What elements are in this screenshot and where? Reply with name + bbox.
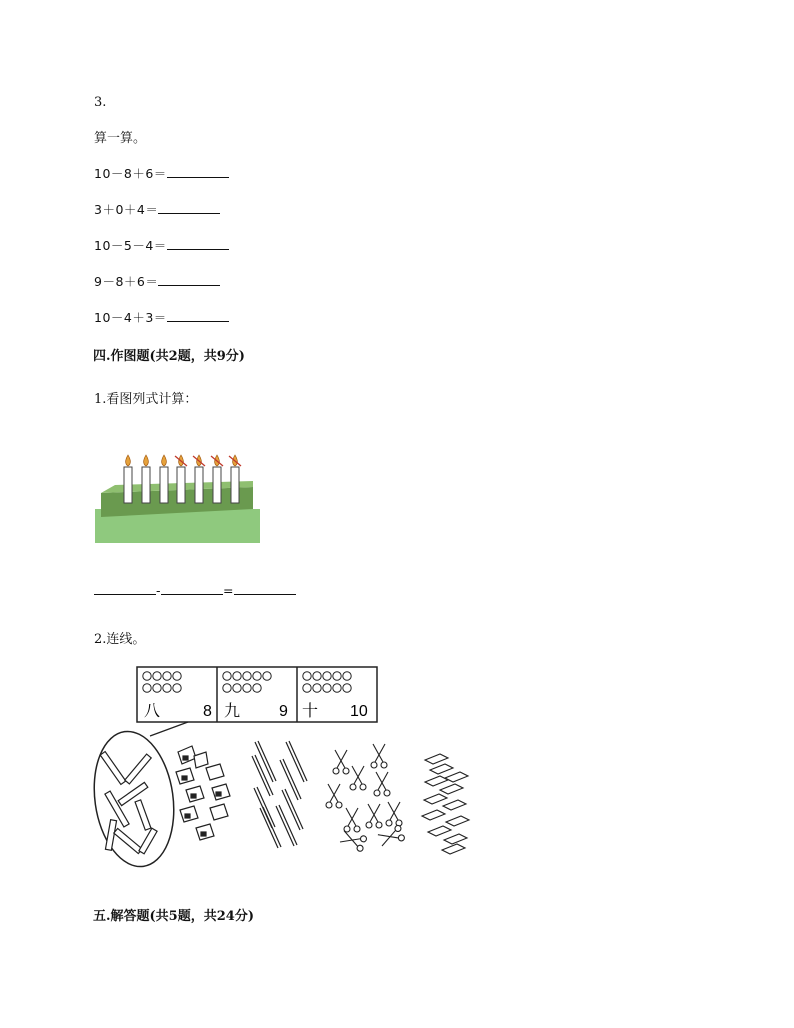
box-label-char: 九 [224,703,241,720]
answer-blank[interactable] [158,201,220,214]
answer-blank[interactable] [167,309,229,322]
question-number: 3. [94,95,107,110]
pens-group [252,741,307,848]
question-instruction: 算一算。 [94,131,147,146]
answer-blank[interactable] [158,273,220,286]
equation-row [94,165,229,183]
equation-text: 10－8＋6＝ [94,166,167,181]
equation-text: 9－8＋6＝ [94,274,159,289]
section-heading: 四.作图题(共2题，共9分) [93,349,245,364]
equation-row [94,273,220,291]
pointer-line [150,722,188,736]
box-label-num: 10 [350,703,368,720]
answer-blank[interactable] [234,582,296,595]
blank-equation [94,582,296,600]
sharpeners-group [176,746,230,840]
equation-text: 3＋0＋4＝ [94,202,159,217]
minus-sign: - [156,583,162,598]
matching-illustration [90,660,490,880]
question-label: 1.看图列式计算： [94,392,198,407]
equation-row [94,309,229,327]
box-label-num: 8 [203,703,212,720]
answer-blank[interactable] [94,582,156,595]
box-label-char: 八 [144,703,161,720]
equation-text: 10－5－4＝ [94,238,167,253]
section-heading: 五.解答题(共5题，共24分) [93,909,254,924]
candles-illustration [95,447,260,543]
box-label-num: 9 [279,703,288,720]
box-label-char: 十 [302,703,319,720]
question-label: 2.连线。 [94,632,146,647]
equation-text: 10－4＋3＝ [94,310,167,325]
equals-sign: = [223,583,234,598]
equation-row [94,201,220,219]
equation-row [94,237,229,255]
answer-blank[interactable] [167,237,229,250]
erasers-group [422,754,469,854]
scissors-group [326,744,405,852]
sticks-oval [90,726,182,872]
answer-blank[interactable] [167,165,229,178]
answer-blank[interactable] [161,582,223,595]
